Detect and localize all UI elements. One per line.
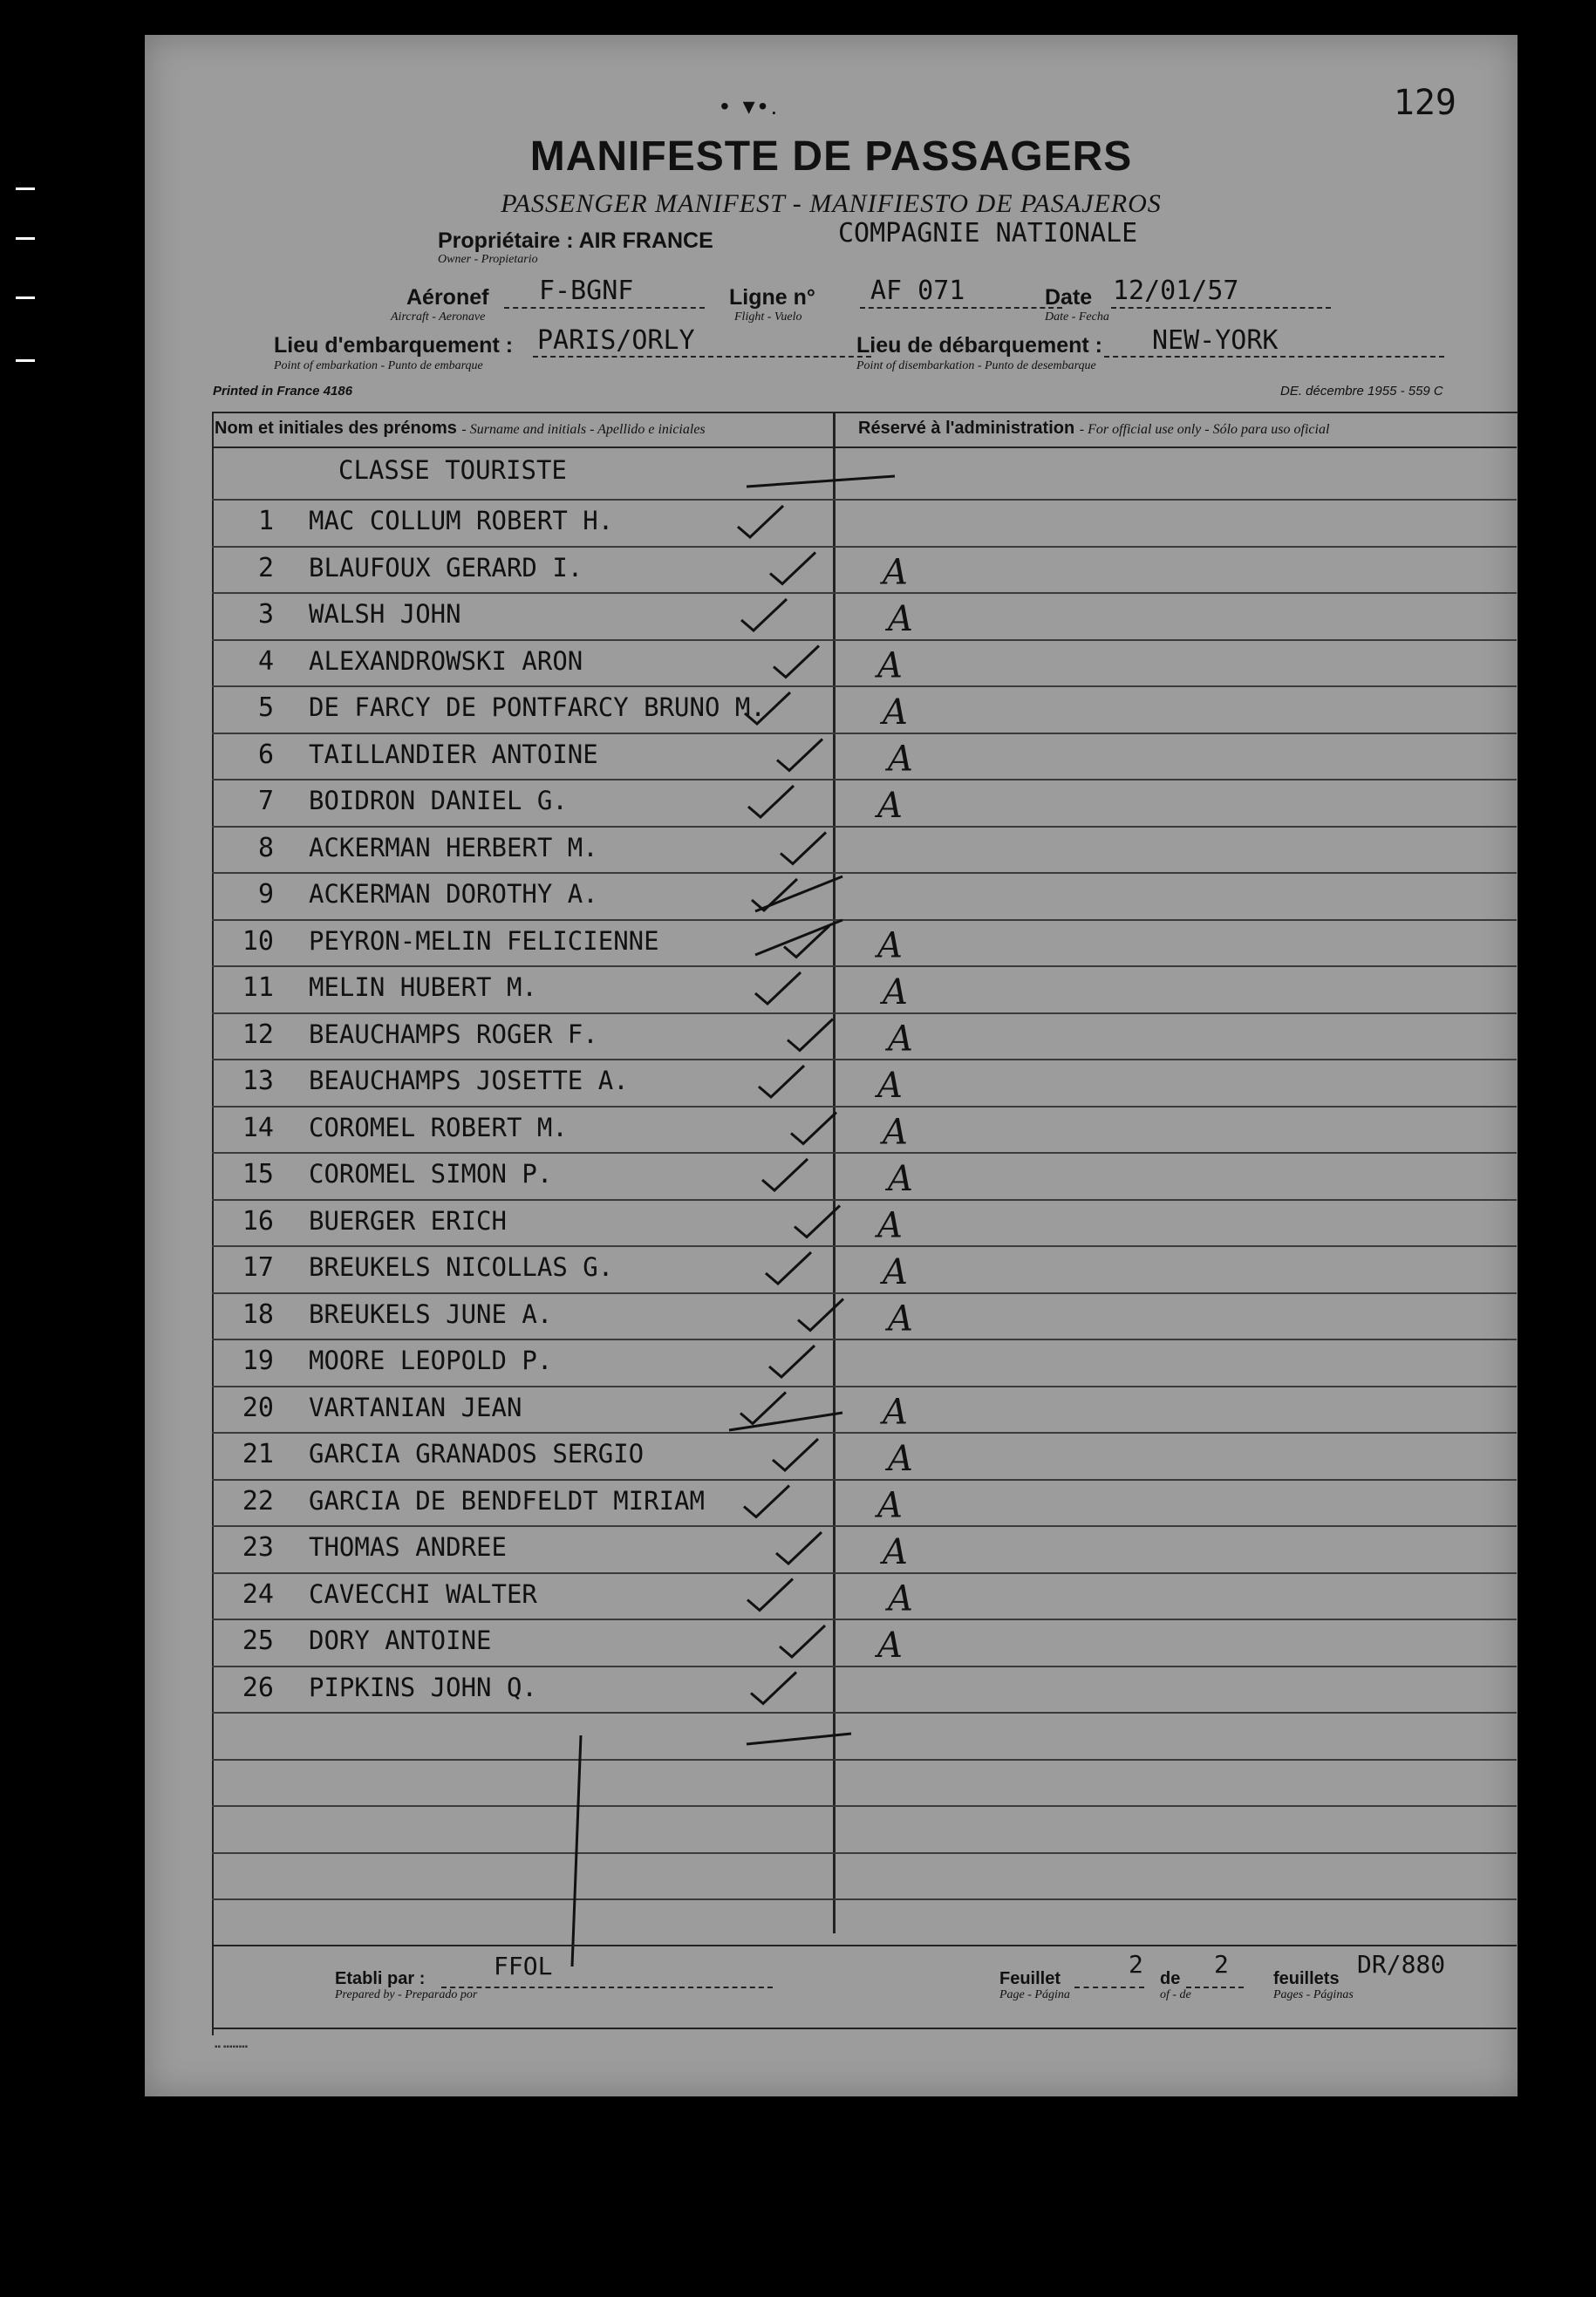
- admin-mark: A: [883, 692, 908, 733]
- ink-stroke: [747, 1734, 851, 1744]
- passenger-name: PIPKINS JOHN Q.: [309, 1672, 537, 1702]
- passenger-name: BEAUCHAMPS JOSETTE A.: [309, 1066, 629, 1095]
- total-value: 2: [1214, 1950, 1229, 1979]
- of-label: de: [1160, 1969, 1181, 1988]
- section-heading: CLASSE TOURISTE: [338, 455, 567, 485]
- flight-value: AF 071: [870, 276, 965, 306]
- admin-mark: A: [883, 1252, 908, 1292]
- passenger-name: MELIN HUBERT M.: [309, 972, 537, 1002]
- passenger-name: MAC COLLUM ROBERT H.: [309, 506, 614, 535]
- passenger-number: 16: [242, 1205, 274, 1237]
- passenger-name: VARTANIAN JEAN: [309, 1392, 522, 1422]
- check-mark: [777, 740, 822, 771]
- check-mark: [738, 506, 783, 537]
- passenger-number: 1: [257, 506, 274, 536]
- admin-mark: A: [888, 739, 913, 780]
- prepared-underline: [441, 1987, 773, 1988]
- passenger-number: 12: [242, 1019, 274, 1050]
- check-mark: [762, 1159, 808, 1190]
- passenger-number: 2: [257, 552, 274, 583]
- passenger-name: THOMAS ANDREE: [309, 1532, 507, 1562]
- check-mark: [752, 879, 797, 910]
- check-mark: [766, 1252, 811, 1284]
- passenger-number: 5: [257, 692, 274, 723]
- name-column-header: Nom et initiales des prénoms - Surname and initials - Apellido e iniciales: [215, 419, 706, 438]
- passenger-name: ACKERMAN DOROTHY A.: [309, 879, 598, 909]
- total-label: feuillets: [1273, 1969, 1340, 1988]
- admin-mark: A: [883, 972, 908, 1012]
- of-underline: [1186, 1987, 1244, 1988]
- margin-tick: [16, 359, 35, 362]
- admin-mark: A: [883, 1392, 908, 1433]
- disembarkation-sublabel: Point of disembarkation - Punto de desembarque: [856, 359, 1096, 372]
- check-mark: [773, 1439, 818, 1470]
- passenger-name: WALSH JOHN: [309, 599, 461, 629]
- check-mark: [741, 599, 787, 630]
- check-mark: [745, 692, 790, 724]
- check-mark: [791, 1113, 836, 1144]
- admin-mark: A: [883, 1532, 908, 1572]
- passenger-name: DORY ANTOINE: [309, 1626, 492, 1655]
- check-mark: [770, 553, 815, 584]
- passenger-number: 17: [242, 1252, 274, 1283]
- ink-stroke: [755, 920, 842, 955]
- admin-mark: A: [888, 1019, 913, 1060]
- passenger-name: TAILLANDIER ANTOINE: [309, 739, 598, 769]
- admin-mark: A: [888, 1439, 913, 1479]
- aircraft-label: Aéronef: [406, 285, 489, 310]
- date-value: 12/01/57: [1113, 276, 1239, 306]
- check-mark: [748, 786, 794, 817]
- sheet-value: 2: [1129, 1950, 1143, 1979]
- handwritten-marks: [145, 35, 1518, 2096]
- ink-stroke: [755, 876, 842, 911]
- passenger-name: BEAUCHAMPS ROGER F.: [309, 1019, 598, 1049]
- admin-mark: A: [888, 1578, 913, 1619]
- passenger-number: 23: [242, 1532, 274, 1563]
- check-mark: [788, 1019, 833, 1051]
- check-mark: [795, 1206, 840, 1237]
- check-mark: [776, 1532, 822, 1564]
- admin-mark: A: [877, 1485, 903, 1526]
- passenger-name: BREUKELS JUNE A.: [309, 1298, 553, 1329]
- disembarkation-label: Lieu de débarquement :: [856, 333, 1102, 358]
- passenger-name: CAVECCHI WALTER: [309, 1578, 537, 1609]
- ink-stroke: [572, 1735, 581, 1966]
- footer-rule: [212, 1945, 1517, 1946]
- passenger-number: 10: [242, 925, 274, 957]
- flight-sublabel: Flight - Vuelo: [734, 310, 802, 324]
- form-code: DE. décembre 1955 - 559 C: [1280, 384, 1443, 399]
- prepared-sublabel: Prepared by - Preparado por: [335, 1988, 478, 2001]
- date-label: Date: [1045, 285, 1093, 310]
- admin-mark: A: [877, 645, 903, 686]
- document-title: MANIFESTE DE PASSAGERS: [529, 133, 1133, 180]
- check-mark: [751, 1673, 796, 1704]
- margin-tick: [16, 296, 35, 299]
- passenger-name: BOIDRON DANIEL G.: [309, 786, 568, 815]
- admin-mark: A: [877, 925, 903, 966]
- check-mark: [780, 1626, 825, 1657]
- passenger-name: ALEXANDROWSKI ARON: [309, 645, 583, 676]
- admin-mark: A: [877, 1205, 903, 1246]
- ink-stroke: [729, 1413, 842, 1430]
- admin-mark: A: [888, 599, 913, 639]
- owner-label: Propriétaire : AIR FRANCE: [438, 228, 713, 253]
- document-subtitle: PASSENGER MANIFEST - MANIFIESTO DE PASAJEROS: [501, 189, 1162, 218]
- manifest-sheet: [145, 35, 1518, 2096]
- check-mark: [798, 1299, 843, 1331]
- admin-mark: A: [888, 1298, 913, 1339]
- embarkation-label: Lieu d'embarquement :: [274, 333, 514, 358]
- of-sublabel: of - de: [1160, 1988, 1191, 2001]
- ink-stroke: [747, 476, 895, 487]
- passenger-number: 25: [242, 1626, 274, 1656]
- passenger-name: DE FARCY DE PONTFARCY BRUNO M.: [309, 692, 766, 722]
- logo-mark: • ▾•.: [720, 92, 781, 119]
- passenger-number: 14: [242, 1112, 274, 1143]
- admin-mark: A: [877, 1066, 903, 1106]
- admin-mark: A: [883, 552, 908, 593]
- passenger-name: MOORE LEOPOLD P.: [309, 1346, 553, 1375]
- passenger-number: 11: [242, 972, 274, 1003]
- passenger-number: 19: [242, 1346, 274, 1376]
- disembarkation-value: NEW-YORK: [1152, 325, 1279, 356]
- passenger-name: GARCIA DE BENDFELDT MIRIAM: [309, 1485, 705, 1516]
- passenger-number: 13: [242, 1066, 274, 1096]
- passenger-name: ACKERMAN HERBERT M.: [309, 832, 598, 862]
- passenger-number: 6: [257, 739, 274, 770]
- passenger-number: 24: [242, 1578, 274, 1610]
- admin-mark: A: [877, 786, 903, 826]
- passenger-name: BUERGER ERICH: [309, 1205, 507, 1236]
- imprint-mark: ▪▪ ▪▪▪▪▪▪▪▪: [215, 2042, 249, 2052]
- check-mark: [755, 972, 801, 1004]
- passenger-number: 9: [257, 879, 274, 910]
- aircraft-sublabel: Aircraft - Aeronave: [391, 310, 486, 324]
- prepared-value: FFOL: [494, 1952, 553, 1980]
- embarkation-value: PARIS/ORLY: [537, 325, 695, 356]
- passenger-name: COROMEL SIMON P.: [309, 1159, 553, 1189]
- passenger-number: 18: [242, 1298, 274, 1330]
- sheet-label: Feuillet: [999, 1969, 1061, 1988]
- check-mark: [759, 1066, 804, 1097]
- owner-sublabel: Owner - Propietario: [438, 253, 538, 266]
- prepared-label: Etabli par :: [335, 1969, 426, 1988]
- owner-value: COMPAGNIE NATIONALE: [838, 218, 1138, 249]
- passenger-number: 20: [242, 1392, 274, 1423]
- passenger-number: 4: [257, 645, 274, 677]
- aircraft-value: F-BGNF: [539, 276, 634, 306]
- admin-mark: A: [877, 1626, 903, 1666]
- admin-mark: A: [888, 1159, 913, 1199]
- passenger-name: PEYRON-MELIN FELICIENNE: [309, 925, 659, 956]
- passenger-name: COROMEL ROBERT M.: [309, 1112, 568, 1142]
- passenger-number: 8: [257, 832, 274, 863]
- embarkation-sublabel: Point of embarkation - Punto de embarque: [274, 359, 483, 372]
- admin-mark: A: [883, 1112, 908, 1153]
- passenger-number: 26: [242, 1672, 274, 1703]
- printed-note: Printed in France 4186: [213, 384, 353, 399]
- bottom-rule: [212, 2028, 1517, 2029]
- sheet-underline: [1074, 1987, 1144, 1988]
- flight-label: Ligne n°: [729, 285, 815, 310]
- margin-tick: [16, 187, 35, 190]
- passenger-name: GARCIA GRANADOS SERGIO: [309, 1439, 645, 1469]
- passenger-number: 15: [242, 1159, 274, 1189]
- margin-tick: [16, 237, 35, 240]
- total-sublabel: Pages - Páginas: [1273, 1988, 1354, 2001]
- check-mark: [774, 646, 819, 678]
- check-mark: [744, 1486, 789, 1517]
- passenger-number: 22: [242, 1485, 274, 1517]
- passenger-name: BLAUFOUX GERARD I.: [309, 552, 583, 583]
- passenger-number: 7: [257, 786, 274, 816]
- date-sublabel: Date - Fecha: [1045, 310, 1109, 324]
- sheet-sublabel: Page - Página: [999, 1988, 1070, 2001]
- page-number: 129: [1393, 83, 1456, 123]
- check-mark: [740, 1393, 786, 1424]
- passenger-number: 21: [242, 1439, 274, 1469]
- passenger-name: BREUKELS NICOLLAS G.: [309, 1252, 614, 1282]
- check-mark: [747, 1579, 793, 1611]
- passenger-number: 3: [257, 599, 274, 630]
- reference-code: DR/880: [1357, 1950, 1446, 1979]
- check-mark: [781, 833, 826, 864]
- check-mark: [769, 1346, 815, 1377]
- admin-column-header: Réservé à l'administration - For official use only - Sólo para uso oficial: [858, 419, 1330, 438]
